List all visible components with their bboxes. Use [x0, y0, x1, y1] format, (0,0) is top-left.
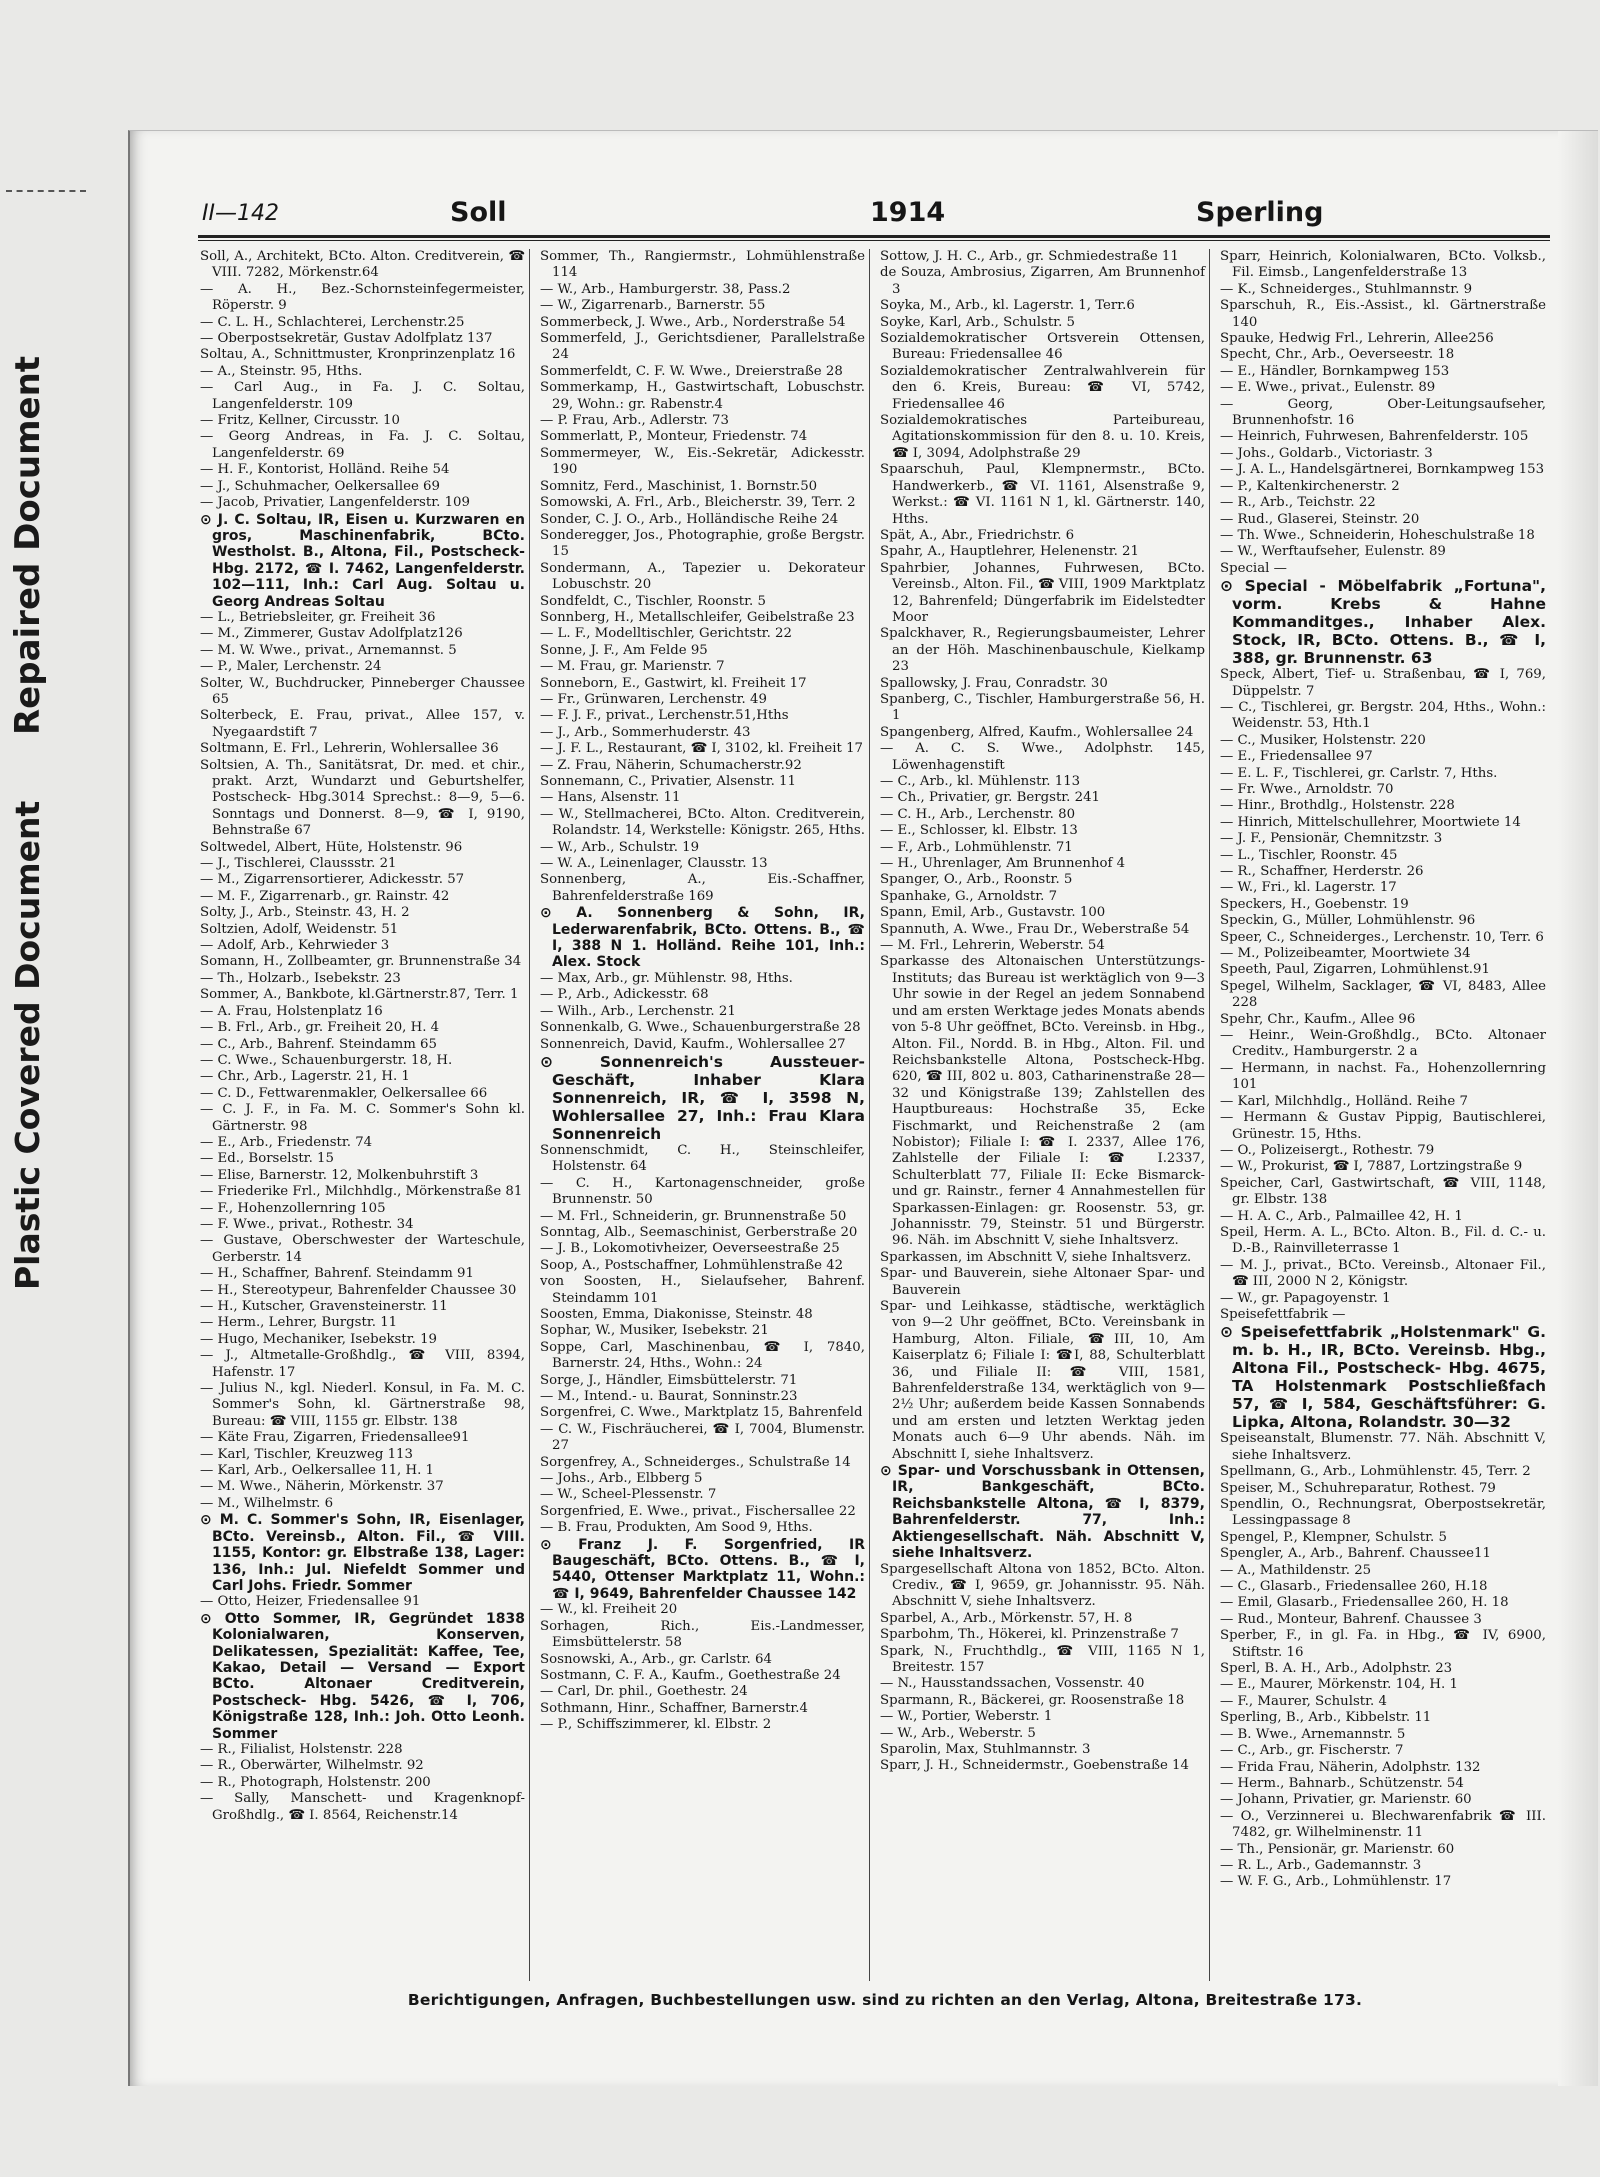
directory-entry: — F., Arb., Lohmühlenstr. 71: [880, 839, 1073, 855]
directory-entry: Sonntag, Alb., Seemaschinist, Gerberstraße 20: [540, 1224, 858, 1240]
directory-entry: Sozialdemokratischer Ortsverein Ottensen, Bureau: Friedensallee 46: [880, 331, 1205, 363]
directory-entry: Soltzien, Adolf, Weidenstr. 51: [200, 921, 399, 937]
directory-entry: ⊙ Spar- und Vorschussbank in Ottensen, IR, Bankgeschäft, BCto. Reichsbankstelle Altona, ☎ I, 8379, Bahrenfelderstr. 77, Inh.: Aktiengesellschaft. Näh. Abschnitt V, siehe Inhaltsverz.: [880, 1463, 1205, 1562]
directory-entry: — C., Musiker, Holstenstr. 220: [1220, 732, 1426, 748]
directory-entry: Sorgenfried, E. Wwe., privat., Fischersallee 22: [540, 1503, 856, 1519]
directory-entry: — A. Frau, Holstenplatz 16: [200, 1003, 383, 1019]
directory-entry: — J. A. L., Handelsgärtnerei, Bornkampweg 153: [1220, 462, 1545, 478]
column-3: [880, 249, 1210, 1981]
header-last-entry: Sperling: [1196, 197, 1324, 228]
directory-entry: — O., Verzinnerei u. Blechwarenfabrik ☎ III. 7482, gr. Wilhelminenstr. 11: [1220, 1808, 1546, 1841]
directory-entry: — E., Händler, Bornkampweg 153: [1220, 363, 1450, 379]
directory-entry: — C. J. F., in Fa. M. C. Sommer's Sohn kl. Gärtnerstr. 98: [200, 1102, 525, 1134]
directory-entry: — M. Frl., Lehrerin, Weberstr. 54: [880, 938, 1105, 954]
directory-entry: — A., Steinstr. 95, Hths.: [200, 363, 363, 379]
directory-entry: Sonnemann, C., Privatier, Alsenstr. 11: [540, 774, 796, 789]
crop-mark: [6, 190, 86, 194]
directory-entry: — J. F., Pensionär, Chemnitzstr. 3: [1220, 831, 1443, 847]
column-1: [200, 249, 530, 1981]
directory-entry: Soosten, Emma, Diakonisse, Steinstr. 48: [540, 1306, 813, 1322]
directory-entry: Specht, Chr., Arb., Oeverseestr. 18: [1220, 347, 1455, 363]
directory-entry: — P., Maler, Lerchenstr. 24: [200, 659, 382, 675]
directory-entry: Special —: [1220, 560, 1287, 576]
directory-entry: Sostmann, C. F. A., Kaufm., Goethestraße 24: [540, 1667, 841, 1683]
directory-entry: — W., Scheel-Plessenstr. 7: [540, 1487, 717, 1503]
directory-entry: Spar- und Leihkasse, städtische, werktäglich von 9—2 Uhr geöffnet, BCto. Vereinsbank in Hamburg, Alton. Filiale, ☎III, 10, Am Kaiserplatz 6; Filiale I: ☎I, 88, Schulterblatt 36, und Filiale II: ☎ VIII, 1581, Bahrenfelderstraße 134, werktäglich von 9—2½ Uhr; außerdem beide Kassen Sonnabends und am ersten und letzten Werktag jeden Monats auch 6—9 Uhr abends. Näh. im Abschnitt I, siehe Inhaltsverz.: [880, 1299, 1205, 1462]
directory-entry: — Otto, Heizer, Friedensallee 91: [200, 1594, 421, 1610]
directory-entry: Sorhagen, Rich., Eis.-Landmesser, Eimsbüttelerstr. 58: [540, 1618, 865, 1651]
directory-entry: — A. C. S. Wwe., Adolphstr. 145, Löwenhagenstift: [880, 741, 1205, 773]
directory-entry: Soll, A., Architekt, BCto. Alton. Creditverein, ☎ VIII. 7282, Mörkenstr.64: [200, 249, 525, 281]
directory-entry: Sparkassen, im Abschnitt V, siehe Inhaltsverz.: [880, 1249, 1192, 1265]
directory-entry: Sparkasse des Altonaischen Unterstützungs-Instituts; das Bureau ist werktäglich von 9—3 Uhr sowie in der Regel an jedem Sonnabend und am ersten Werktage jedes Monats abends von 5-8 Uhr geöffnet, BCto. Vereinsb. in Hbg., Alton. Fil., Nordd. B. in Hbg., Alton. Fil. und Reichsbankstelle Altona, Postscheck-Hbg. 620, ☎ III, 802 u. 803, Catharinenstraße 28—32 und Königstraße 139; Zahlstellen des Hauptbureaus: Hochstraße 35, Ecke Fischmarkt, und Reichenstraße 2 (am Nobistor); Filiale I: ☎ I. 2337, Allee 176, Zahlstelle der Filiale I: ☎ I.2337, Schulterblatt 77, Filiale II: Ecke Bismarck- und gr. Rainstr., ferner 4 Annahmestellen für Sparkassen-Einlagen: gr. Roosenstr. 53, gr. Johannisstr. 79, Steinstr. 51 und Bürgerstr. 96. Näh. im Abschnitt V, siehe Inhaltsverz.: [880, 954, 1205, 1249]
directory-entry: — W., Werftaufseher, Eulenstr. 89: [1220, 544, 1446, 560]
directory-entry: — Sally, Manschett- und Kragenknopf-Großhdlg., ☎ I. 8564, Reichenstr.14: [200, 1791, 525, 1823]
directory-entry: — Wilh., Arb., Lerchenstr. 21: [540, 1003, 736, 1019]
directory-entry: — Herm., Bahnarb., Schützenstr. 54: [1220, 1775, 1464, 1791]
directory-entry: — J., Tischlerei, Claussstr. 21: [200, 856, 397, 872]
directory-entry: — E., Friedensallee 97: [1220, 749, 1373, 765]
directory-entry: — C. H., Kartonagenschneider, große Brunnenstr. 50: [540, 1175, 865, 1208]
directory-entry: Sorge, J., Händler, Eimsbüttelerstr. 71: [540, 1372, 798, 1388]
directory-entry: — Ch., Privatier, gr. Bergstr. 241: [880, 790, 1101, 806]
directory-entry: Sottow, J. H. C., Arb., gr. Schmiedestraße 11: [880, 249, 1179, 264]
directory-entry: — Johs., Goldarb., Victoriastr. 3: [1220, 445, 1433, 461]
directory-entry: Sonder, C. J. O., Arb., Holländische Reihe 24: [540, 511, 839, 527]
directory-entry: ⊙ Sonnenreich's Aussteuer-Geschäft, Inhaber Klara Sonnenreich, IR, ☎ I, 3598 N, Wohlersallee 27, Inh.: Frau Klara Sonnenreich: [540, 1052, 865, 1143]
directory-entry: — Johann, Privatier, gr. Marienstr. 60: [1220, 1792, 1472, 1808]
directory-entry: — Julius N., kgl. Niederl. Konsul, in Fa. M. C. Sommer's Sohn, kl. Gärtnerstraße 98, Bureau: ☎ VIII, 1155 gr. Elbstr. 138: [200, 1381, 525, 1429]
directory-entry: Spar- und Bauverein, siehe Altonaer Spar- und Bauverein: [880, 1266, 1205, 1298]
plastic-covered-document-label: Plastic Covered Document: [8, 800, 47, 1290]
directory-entry: Spät, A., Abr., Friedrichstr. 6: [880, 527, 1075, 543]
publisher-notice: Berichtigungen, Anfragen, Buchbestellungen usw. sind zu richten an den Verlag, Altona, Breitestraße 173.: [407, 1991, 1363, 2009]
directory-entry: — E. L. F., Tischlerei, gr. Carlstr. 7, Hths.: [1220, 765, 1498, 781]
directory-entry: Sonnenreich, David, Kaufm., Wohlersallee 27: [540, 1036, 846, 1052]
directory-entry: Spengler, A., Arb., Bahrenf. Chaussee11: [1220, 1546, 1491, 1562]
directory-entry: — R. L., Arb., Gademannstr. 3: [1220, 1857, 1422, 1873]
directory-entry: Speisefettfabrik —: [1220, 1306, 1346, 1322]
directory-entry: Sothmann, Hinr., Schaffner, Barnerstr.4: [540, 1700, 808, 1716]
directory-entry: — E., Arb., Friedenstr. 74: [200, 1134, 373, 1150]
directory-entry: — M. F., Zigarrenarb., gr. Rainstr. 42: [200, 888, 450, 904]
directory-entry: — H., Kutscher, Gravensteinerstr. 11: [200, 1299, 448, 1314]
header-rule: [198, 235, 1550, 238]
directory-entry: — M. J., privat., BCto. Vereinsb., Altonaer Fil., ☎ III, 2000 N 2, Königstr.: [1220, 1257, 1546, 1290]
header-rule-thin: [198, 240, 1550, 241]
directory-entry: Sorgenfrey, A., Schneiderges., Schulstraße 14: [540, 1454, 851, 1470]
directory-entry: — H., Uhrenlager, Am Brunnenhof 4: [880, 856, 1126, 872]
directory-entry: — W., Arb., Schulstr. 19: [540, 839, 700, 855]
directory-entry: Spangenberg, Alfred, Kaufm., Wohlersallee 24: [880, 724, 1194, 740]
repaired-document-label: Repaired Document: [8, 355, 48, 735]
directory-entry: — Georg, Ober-Leitungsaufseher, Brunnenhofstr. 16: [1220, 396, 1546, 429]
directory-entry: Speckers, H., Goebenstr. 19: [1220, 896, 1409, 912]
directory-entry: — Th., Holzarb., Isebekstr. 23: [200, 970, 401, 986]
directory-entry: — Th., Pensionär, gr. Marienstr. 60: [1220, 1841, 1455, 1857]
directory-entry: — C., Arb., Bahrenf. Steindamm 65: [200, 1036, 437, 1052]
directory-entry: — Hermann & Gustav Pippig, Bautischlerei, Grünestr. 15, Hths.: [1220, 1110, 1546, 1142]
directory-entry: — P., Schiffszimmerer, kl. Elbstr. 2: [540, 1717, 772, 1733]
directory-entry: — C., Tischlerei, gr. Bergstr. 204, Hths., Wohn.: Weidenstr. 53, Hth.1: [1220, 699, 1546, 732]
directory-entry: — Käte Frau, Zigarren, Friedensallee91: [200, 1430, 470, 1446]
directory-entry: Sparr, Heinrich, Kolonialwaren, BCto. Volksb., Fil. Eimsb., Langenfelderstraße 13: [1220, 249, 1546, 281]
directory-entry: Speck, Albert, Tief- u. Straßenbau, ☎ I, 769, Düppelstr. 7: [1220, 667, 1546, 699]
directory-entry: — Fritz, Kellner, Circusstr. 10: [200, 413, 400, 429]
directory-entry: — W., Arb., Weberstr. 5: [880, 1725, 1036, 1741]
directory-entry: — W., Zigarrenarb., Barnerstr. 55: [540, 298, 766, 314]
directory-entry: Speckin, G., Müller, Lohmühlenstr. 96: [1220, 913, 1476, 929]
directory-entry: — E., Maurer, Mörkenstr. 104, H. 1: [1220, 1677, 1458, 1693]
directory-entry: von Soosten, H., Sielaufseher, Bahrenf. Steindamm 101: [540, 1274, 865, 1306]
directory-entry: — Karl, Tischler, Kreuzweg 113: [200, 1446, 413, 1462]
directory-entry: Solterbeck, E. Frau, privat., Allee 157, v. Nyegaardstift 7: [200, 708, 525, 740]
directory-entry: Soyke, Karl, Arb., Schulstr. 5: [880, 314, 1075, 330]
directory-entry: ⊙ J. C. Soltau, IR, Eisen u. Kurzwaren en gros, Maschinenfabrik, BCto. Westholst. B., Altona, Fil., Postscheck- Hbg. 2172, ☎ I. 7462, Langenfelderstr. 102—111, Inh.: Carl Aug. Soltau u. Georg Andreas Soltau: [200, 511, 525, 610]
directory-entry: — W. F. G., Arb., Lohmühlenstr. 17: [1220, 1874, 1452, 1890]
directory-entry: Sozialdemokratischer Zentralwahlverein für den 6. Kreis, Bureau: ☎ VI, 5742, Friedensallee 46: [880, 363, 1205, 412]
directory-entry: ⊙ Franz J. F. Sorgenfried, IR Baugeschäft, BCto. Ottens. B., ☎ I, 5440, Ottenser Marktplatz 11, Wohn.: ☎ I, 9649, Bahrenfelder Chaussee 142: [540, 1536, 865, 1602]
directory-entry: Soltsien, A. Th., Sanitätsrat, Dr. med. et chir., prakt. Arzt, Wundarzt und Geburtshelfer, Postscheck- Hbg.3014 Sprechst.: 8—9, 5—6. Sonntags und Donnerst. 8—9, ☎ I, 9190, Behnstraße 67: [200, 757, 525, 839]
page-header: [202, 197, 1548, 237]
directory-entry: — Th. Wwe., Schneiderin, Hoheschulstraße 18: [1220, 527, 1535, 543]
directory-entry: Spalckhaver, R., Regierungsbaumeister, Lehrer an der Höh. Maschinenbauschule, Kielkamp 23: [880, 626, 1205, 675]
directory-entry: — Georg Andreas, in Fa. J. C. Soltau, Langenfelderstr. 69: [200, 429, 525, 461]
directory-entry: — Max, Arb., gr. Mühlenstr. 98, Hths.: [540, 970, 793, 986]
directory-entry: — W., kl. Freiheit 20: [540, 1602, 678, 1618]
directory-entry: — Karl, Arb., Oelkersallee 11, H. 1: [200, 1463, 435, 1479]
directory-entry: — M. W. Wwe., privat., Arnemannst. 5: [200, 642, 457, 658]
directory-entry: — W., Stellmacherei, BCto. Alton. Creditverein, Rolandstr. 14, Werkstelle: Königstr. 265, Hths.: [540, 806, 865, 839]
directory-entry: — A. H., Bez.-Schornsteinfegermeister, Röperstr. 9: [200, 281, 525, 314]
directory-entry: Sommerfeld, J., Gerichtsdiener, Parallelstraße 24: [540, 331, 865, 363]
directory-entry: — A., Mathildenstr. 25: [1220, 1562, 1372, 1578]
directory-entry: Sommerbeck, J. Wwe., Arb., Norderstraße 54: [540, 314, 846, 330]
directory-entry: — Fr. Wwe., Arnoldstr. 70: [1220, 781, 1394, 797]
directory-entry: Solter, W., Buchdrucker, Pinneberger Chaussee 65: [200, 675, 525, 707]
directory-entry: — Z. Frau, Näherin, Schumacherstr.92: [540, 757, 802, 773]
directory-entry: Sperl, B. A. H., Arb., Adolphstr. 23: [1220, 1661, 1453, 1677]
directory-entry: Sondermann, A., Tapezier u. Dekorateur Lobuschstr. 20: [540, 560, 865, 593]
directory-entry: Speeth, Paul, Zigarren, Lohmühlenst.91: [1220, 962, 1490, 978]
directory-entry: — P. Frau, Arb., Adlerstr. 73: [540, 413, 729, 429]
directory-entry: — F., Hohenzollernring 105: [200, 1200, 386, 1216]
directory-entry: — M., Wilhelmstr. 6: [200, 1495, 334, 1511]
directory-entry: Speiser, M., Schuhreparatur, Rothest. 79: [1220, 1480, 1496, 1496]
directory-entry: Sophar, W., Musiker, Isebekstr. 21: [540, 1323, 769, 1339]
directory-entry: — Oberpostsekretär, Gustav Adolfplatz 137: [200, 331, 493, 347]
directory-entry: — Adolf, Arb., Kehrwieder 3: [200, 938, 390, 954]
directory-entry: Spanberg, C., Tischler, Hamburgerstraße 56, H. 1: [880, 691, 1205, 724]
directory-entry: — J. B., Lokomotivheizer, Oeverseestraße 25: [540, 1241, 840, 1257]
directory-entry: — E. Wwe., privat., Eulenstr. 89: [1220, 380, 1436, 396]
directory-entry: Sparbohm, Th., Hökerei, kl. Prinzenstraße 7: [880, 1627, 1179, 1643]
header-year: 1914: [870, 197, 946, 228]
directory-entry: — Hermann, in nachst. Fa., Hohenzollernring 101: [1220, 1060, 1546, 1093]
directory-entry: Spargesellschaft Altona von 1852, BCto. Alton. Crediv., ☎ I, 9659, gr. Johannisstr. 95. Näh. Abschnitt V, siehe Inhaltsverz.: [880, 1561, 1205, 1610]
directory-entry: — B. Frl., Arb., gr. Freiheit 20, H. 4: [200, 1020, 440, 1036]
directory-entry: — F., Maurer, Schulstr. 4: [1220, 1693, 1387, 1709]
directory-entry: Solty, J., Arb., Steinstr. 43, H. 2: [200, 905, 410, 921]
directory-entry: Spaarschuh, Paul, Klempnermstr., BCto. Handwerkerb., ☎ VI. 1161, Alsenstraße 9, Werkst.: ☎ VI. 1161 N 1, kl. Gärtnerstr. 140, Hths.: [880, 462, 1205, 527]
directory-entry: — M., Intend.- u. Baurat, Sonninstr.23: [540, 1389, 798, 1404]
directory-entry: — M. Wwe., Näherin, Mörkenstr. 37: [200, 1479, 444, 1495]
directory-entry: — W., gr. Papagoyenstr. 1: [1220, 1290, 1391, 1306]
directory-entry: — O., Polizeisergt., Rothestr. 79: [1220, 1142, 1435, 1158]
directory-entry: Spannuth, A. Wwe., Frau Dr., Weberstraße 54: [880, 921, 1190, 937]
directory-entry: Sonderegger, Jos., Photographie, große Bergstr. 15: [540, 527, 865, 560]
directory-entry: Spallowsky, J. Frau, Conradstr. 30: [880, 675, 1108, 691]
column-2: [540, 249, 870, 1981]
directory-entry: — Elise, Barnerstr. 12, Molkenbuhrstift 3: [200, 1167, 479, 1183]
directory-entry: Soltmann, E. Frl., Lehrerin, Wohlersallee 36: [200, 741, 499, 757]
directory-entry: — Karl, Milchhdlg., Holländ. Reihe 7: [1220, 1093, 1468, 1109]
directory-entry: — J., Arb., Sommerhuderstr. 43: [540, 724, 751, 740]
directory-entry: — F. Wwe., privat., Rothestr. 34: [200, 1216, 414, 1232]
directory-entry: — R., Filialist, Holstenstr. 228: [200, 1741, 403, 1757]
directory-entry: Sparmann, R., Bäckerei, gr. Roosenstraße 18: [880, 1692, 1185, 1708]
directory-page: [128, 130, 1598, 2086]
directory-entry: Somann, H., Zollbeamter, gr. Brunnenstraße 34: [200, 954, 522, 970]
directory-entry: Speicher, Carl, Gastwirtschaft, ☎ VIII, 1148, gr. Elbstr. 138: [1220, 1175, 1546, 1208]
directory-entry: — Jacob, Privatier, Langenfelderstr. 109: [200, 495, 470, 511]
directory-entry: Sonnberg, H., Metallschleifer, Geibelstraße 23: [540, 609, 855, 625]
directory-entry: Spanger, O., Arb., Roonstr. 5: [880, 872, 1073, 888]
directory-entry: — B. Frau, Produkten, Am Sood 9, Hths.: [540, 1520, 813, 1536]
directory-entry: — P., Kaltenkirchenerstr. 2: [1220, 478, 1400, 494]
directory-entry: — Herm., Lehrer, Burgstr. 11: [200, 1315, 398, 1331]
directory-entry: Sperling, B., Arb., Kibbelstr. 11: [1220, 1710, 1432, 1726]
directory-entry: ⊙ Otto Sommer, IR, Gegründet 1838 Kolonialwaren, Konserven, Delikatessen, Spezialität: Kaffee, Tee, Kakao, Detail — Versand — Export BCto. Altonaer Creditverein, Postscheck- Hbg. 5426, ☎ I, 706, Königstraße 128, Inh.: Joh. Otto Leonh. Sommer: [200, 1610, 525, 1742]
directory-entry: Sommer, Th., Rangiermstr., Lohmühlenstraße 114: [540, 249, 865, 281]
directory-entry: — R., Photograph, Holstenstr. 200: [200, 1774, 431, 1790]
directory-entry: Spendlin, O., Rechnungsrat, Oberpostsekretär, Lessingpassage 8: [1220, 1497, 1546, 1529]
directory-entry: ⊙ Speisefettfabrik „Holstenmark" G. m. b. H., IR, BCto. Vereinsb. Hbg., Altona Fil., Postscheck- Hbg. 4675, TA Holstenmark Postschließfach 57, ☎ I, 584, Geschäftsführer: G. Lipka, Altona, Rolandstr. 30—32: [1220, 1323, 1546, 1432]
directory-entry: Spengel, P., Klempner, Schulstr. 5: [1220, 1529, 1447, 1545]
directory-entry: — R., Schaffner, Herderstr. 26: [1220, 864, 1424, 879]
directory-entry: Sommer, A., Bankbote, kl.Gärtnerstr.87, Terr. 1: [200, 987, 519, 1003]
directory-entry: — M., Polizeibeamter, Moortwiete 34: [1220, 946, 1471, 962]
page-number: II—142: [202, 201, 279, 226]
directory-entry: — W., Fri., kl. Lagerstr. 17: [1220, 880, 1397, 896]
directory-entry: — Rud., Monteur, Bahrenf. Chaussee 3: [1220, 1611, 1482, 1627]
directory-entry: — C. Wwe., Schauenburgerstr. 18, H.: [200, 1052, 453, 1068]
directory-entry: — Heinrich, Fuhrwesen, Bahrenfelderstr. 105: [1220, 429, 1529, 445]
directory-entry: ⊙ M. C. Sommer's Sohn, IR, Eisenlager, BCto. Vereinsb., Alton. Fil., ☎ VIII. 1155, Kontor: gr. Elbstraße 138, Lager: 136, Inh.: Jul. Niefeldt Sommer und Carl Johs. Friedr. Sommer: [200, 1512, 525, 1594]
page-edge-shadow: [1558, 131, 1598, 2086]
directory-entry: — Carl, Dr. phil., Goethestr. 24: [540, 1684, 748, 1700]
directory-entry: — Hinr., Brothdlg., Holstenstr. 228: [1220, 798, 1455, 814]
directory-entry: Somowski, A. Frl., Arb., Bleicherstr. 39, Terr. 2: [540, 495, 856, 511]
directory-entry: Sommerlatt, P., Monteur, Friedenstr. 74: [540, 429, 808, 445]
directory-entry: — M. Frl., Schneiderin, gr. Brunnenstraße 50: [540, 1208, 847, 1224]
directory-entry: Sonnenschmidt, C. H., Steinschleifer, Holstenstr. 64: [540, 1142, 865, 1175]
directory-entry: — Heinr., Wein-Großhdlg., BCto. Altonaer Creditv., Hamburgerstr. 2 a: [1220, 1028, 1546, 1060]
directory-entry: — E., Schlosser, kl. Elbstr. 13: [880, 823, 1078, 839]
directory-entry: — H., Schaffner, Bahrenf. Steindamm 91: [200, 1266, 474, 1282]
directory-entry: Sommermeyer, W., Eis.-Sekretär, Adickesstr. 190: [540, 445, 865, 478]
directory-entry: Speiseanstalt, Blumenstr. 77. Näh. Abschnitt V, siehe Inhaltsverz.: [1220, 1431, 1546, 1463]
directory-entry: — R., Oberwärter, Wilhelmstr. 92: [200, 1758, 424, 1774]
directory-entry: — J., Altmetalle-Großhdlg., ☎ VIII, 8394, Hafenstr. 17: [200, 1348, 525, 1380]
directory-entry: Sosnowski, A., Arb., gr. Carlstr. 64: [540, 1651, 772, 1667]
directory-entry: — Hans, Alsenstr. 11: [540, 790, 681, 806]
directory-entry: Soop, A., Postschaffner, Lohmühlenstraße 42: [540, 1257, 844, 1273]
directory-entry: — B. Wwe., Arnemannstr. 5: [1220, 1726, 1406, 1742]
directory-entry: — Carl Aug., in Fa. J. C. Soltau, Langenfelderstr. 109: [200, 380, 525, 412]
directory-entry: Sparschuh, R., Eis.-Assist., kl. Gärtnerstraße 140: [1220, 298, 1546, 330]
directory-entry: Sondfeldt, C., Tischler, Roonstr. 5: [540, 593, 766, 609]
directory-entry: Spann, Emil, Arb., Gustavstr. 100: [880, 905, 1106, 921]
directory-entry: — N., Hausstandssachen, Vossenstr. 40: [880, 1676, 1145, 1692]
directory-entry: Soltwedel, Albert, Hüte, Holstenstr. 96: [200, 839, 463, 855]
directory-entry: — C. W., Fischräucherei, ☎ I, 7004, Blumenstr. 27: [540, 1421, 865, 1454]
directory-entry: — C. D., Fettwarenmakler, Oelkersallee 66: [200, 1085, 488, 1101]
directory-entry: — Hinrich, Mittelschullehrer, Moortwiete 14: [1220, 814, 1521, 830]
directory-entry: — C., Arb., kl. Mühlenstr. 113: [880, 774, 1081, 789]
directory-entry: Spanhake, G., Arnoldstr. 7: [880, 888, 1058, 904]
directory-entry: — L., Betriebsleiter, gr. Freiheit 36: [200, 609, 436, 625]
directory-entry: — Emil, Glasarb., Friedensallee 260, H. 18: [1220, 1595, 1509, 1611]
directory-entry: — M., Zimmerer, Gustav Adolfplatz126: [200, 626, 463, 642]
directory-entry: — R., Arb., Teichstr. 22: [1220, 495, 1376, 511]
directory-entry: Soltau, A., Schnittmuster, Kronprinzenplatz 16: [200, 347, 516, 363]
directory-entry: — Johs., Arb., Elbberg 5: [540, 1471, 703, 1487]
directory-entry: Speil, Herm. A. L., BCto. Alton. B., Fil. d. C.- u. D.-B., Rainvilleterrasse 1: [1220, 1224, 1546, 1257]
directory-columns: [200, 249, 1550, 1981]
directory-entry: — K., Schneiderges., Stuhlmannstr. 9: [1220, 281, 1473, 297]
directory-entry: — W., Portier, Weberstr. 1: [880, 1709, 1053, 1725]
directory-entry: — H. F., Kontorist, Holländ. Reihe 54: [200, 462, 450, 478]
directory-entry: — W., Prokurist, ☎ I, 7887, Lortzingstraße 9: [1220, 1159, 1523, 1175]
directory-entry: Sonnenkalb, G. Wwe., Schauenburgerstraße 28: [540, 1020, 861, 1036]
directory-entry: — Chr., Arb., Lagerstr. 21, H. 1: [200, 1069, 410, 1085]
directory-entry: Sommerfeldt, C. F. W. Wwe., Dreierstraße 28: [540, 363, 843, 379]
directory-entry: — W., Arb., Hamburgerstr. 38, Pass.2: [540, 281, 791, 297]
directory-entry: de Souza, Ambrosius, Zigarren, Am Brunnenhof 3: [880, 265, 1205, 297]
directory-entry: — C. L. H., Schlachterei, Lerchenstr.25: [200, 314, 465, 330]
directory-entry: Spehr, Chr., Kaufm., Allee 96: [1220, 1011, 1416, 1027]
directory-entry: Spegel, Wilhelm, Sacklager, ☎ VI, 8483, Allee 228: [1220, 978, 1546, 1011]
directory-entry: — L., Tischler, Roonstr. 45: [1220, 847, 1398, 863]
directory-entry: Spahr, A., Hauptlehrer, Helenenstr. 21: [880, 544, 1139, 560]
directory-entry: Soppe, Carl, Maschinenbau, ☎ I, 7840, Barnerstr. 24, Hths., Wohn.: 24: [540, 1339, 865, 1372]
directory-entry: Spellmann, G., Arb., Lohmühlenstr. 45, Terr. 2: [1220, 1464, 1531, 1480]
directory-entry: Speer, C., Schneiderges., Lerchenstr. 10, Terr. 6: [1220, 929, 1544, 945]
directory-entry: Sommerkamp, H., Gastwirtschaft, Lobuschstr. 29, Wohn.: gr. Rabenstr.4: [540, 380, 865, 412]
directory-entry: — J. F. L., Restaurant, ☎ I, 3102, kl. Freiheit 17: [540, 741, 864, 757]
directory-entry: — L. F., Modelltischler, Gerichtstr. 22: [540, 626, 792, 642]
directory-entry: — C. H., Arb., Lerchenstr. 80: [880, 806, 1076, 822]
directory-entry: — Rud., Glaserei, Steinstr. 20: [1220, 511, 1420, 527]
directory-entry: Spahrbier, Johannes, Fuhrwesen, BCto. Vereinsb., Alton. Fil., ☎ VIII, 1909 Marktplatz 12, Bahrenfeld; Düngerfabrik im Eidelstedter Moor: [880, 560, 1205, 625]
directory-entry: Sparbel, A., Arb., Mörkenstr. 57, H. 8: [880, 1610, 1133, 1626]
directory-entry: ⊙ A. Sonnenberg & Sohn, IR, Lederwarenfabrik, BCto. Ottens. B., ☎ I, 388 N 1. Holländ. Reihe 101, Inh.: Alex. Stock: [540, 905, 865, 971]
directory-entry: Spauke, Hedwig Frl., Lehrerin, Allee256: [1220, 331, 1494, 347]
directory-entry: — M. Frau, gr. Marienstr. 7: [540, 659, 725, 675]
directory-entry: — H., Stereotypeur, Bahrenfelder Chaussee 30: [200, 1282, 517, 1298]
directory-entry: — Gustave, Oberschwester der Warteschule, Gerberstr. 14: [200, 1233, 525, 1265]
directory-entry: Sperber, F., in gl. Fa. in Hbg., ☎ IV, 6900, Stiftstr. 16: [1220, 1628, 1546, 1660]
directory-entry: — C., Arb., gr. Fischerstr. 7: [1220, 1743, 1404, 1759]
directory-entry: — M., Zigarrensortierer, Adickesstr. 57: [200, 872, 465, 888]
directory-entry: — Frida Frau, Näherin, Adolphstr. 132: [1220, 1759, 1481, 1775]
directory-entry: Sparolin, Max, Stuhlmannstr. 3: [880, 1741, 1091, 1757]
directory-entry: Sonneborn, E., Gastwirt, kl. Freiheit 17: [540, 675, 807, 691]
directory-entry: — Fr., Grünwaren, Lerchenstr. 49: [540, 691, 767, 707]
directory-entry: — Ed., Borselstr. 15: [200, 1151, 334, 1167]
directory-entry: Sorgenfrei, C. Wwe., Marktplatz 15, Bahrenfeld: [540, 1405, 863, 1421]
directory-entry: — J., Schuhmacher, Oelkersallee 69: [200, 478, 440, 494]
directory-entry: ⊙ Special - Möbelfabrik „Fortuna", vorm. Krebs & Hahne Kommanditges., Inhaber Alex. Stock, IR, BCto. Ottens. B., ☎ I, 388, gr. Brunnenstr. 63: [1220, 577, 1546, 668]
directory-entry: Soyka, M., Arb., kl. Lagerstr. 1, Terr.6: [880, 298, 1135, 314]
directory-entry: Sonne, J. F., Am Felde 95: [540, 642, 708, 658]
directory-entry: Spark, N., Fruchthdlg., ☎ VIII, 1165 N 1, Breitestr. 157: [880, 1643, 1205, 1675]
directory-entry: Sparr, J. H., Schneidermstr., Goebenstraße 14: [880, 1758, 1189, 1774]
directory-entry: — C., Glasarb., Friedensallee 260, H.18: [1220, 1579, 1488, 1595]
directory-entry: — Hugo, Mechaniker, Isebekstr. 19: [200, 1331, 437, 1347]
directory-entry: — Friederike Frl., Milchhdlg., Mörkenstraße 81: [200, 1184, 523, 1200]
directory-entry: — H. A. C., Arb., Palmaillee 42, H. 1: [1220, 1208, 1463, 1224]
directory-entry: Sozialdemokratisches Parteibureau, Agitationskommission für den 8. u. 10. Kreis, ☎ I, 3094, Adolphstraße 29: [880, 413, 1205, 461]
directory-entry: — F. J. F., privat., Lerchenstr.51,Hths: [540, 708, 789, 724]
directory-entry: Somnitz, Ferd., Maschinist, 1. Bornstr.50: [540, 478, 818, 494]
column-4: [1220, 249, 1550, 1981]
directory-entry: — P., Arb., Adickesstr. 68: [540, 987, 709, 1003]
header-first-entry: Soll: [450, 197, 507, 228]
directory-entry: — W. A., Leinenlager, Clausstr. 13: [540, 856, 768, 872]
directory-entry: Sonnenberg, A., Eis.-Schaffner, Bahrenfelderstraße 169: [540, 872, 865, 904]
